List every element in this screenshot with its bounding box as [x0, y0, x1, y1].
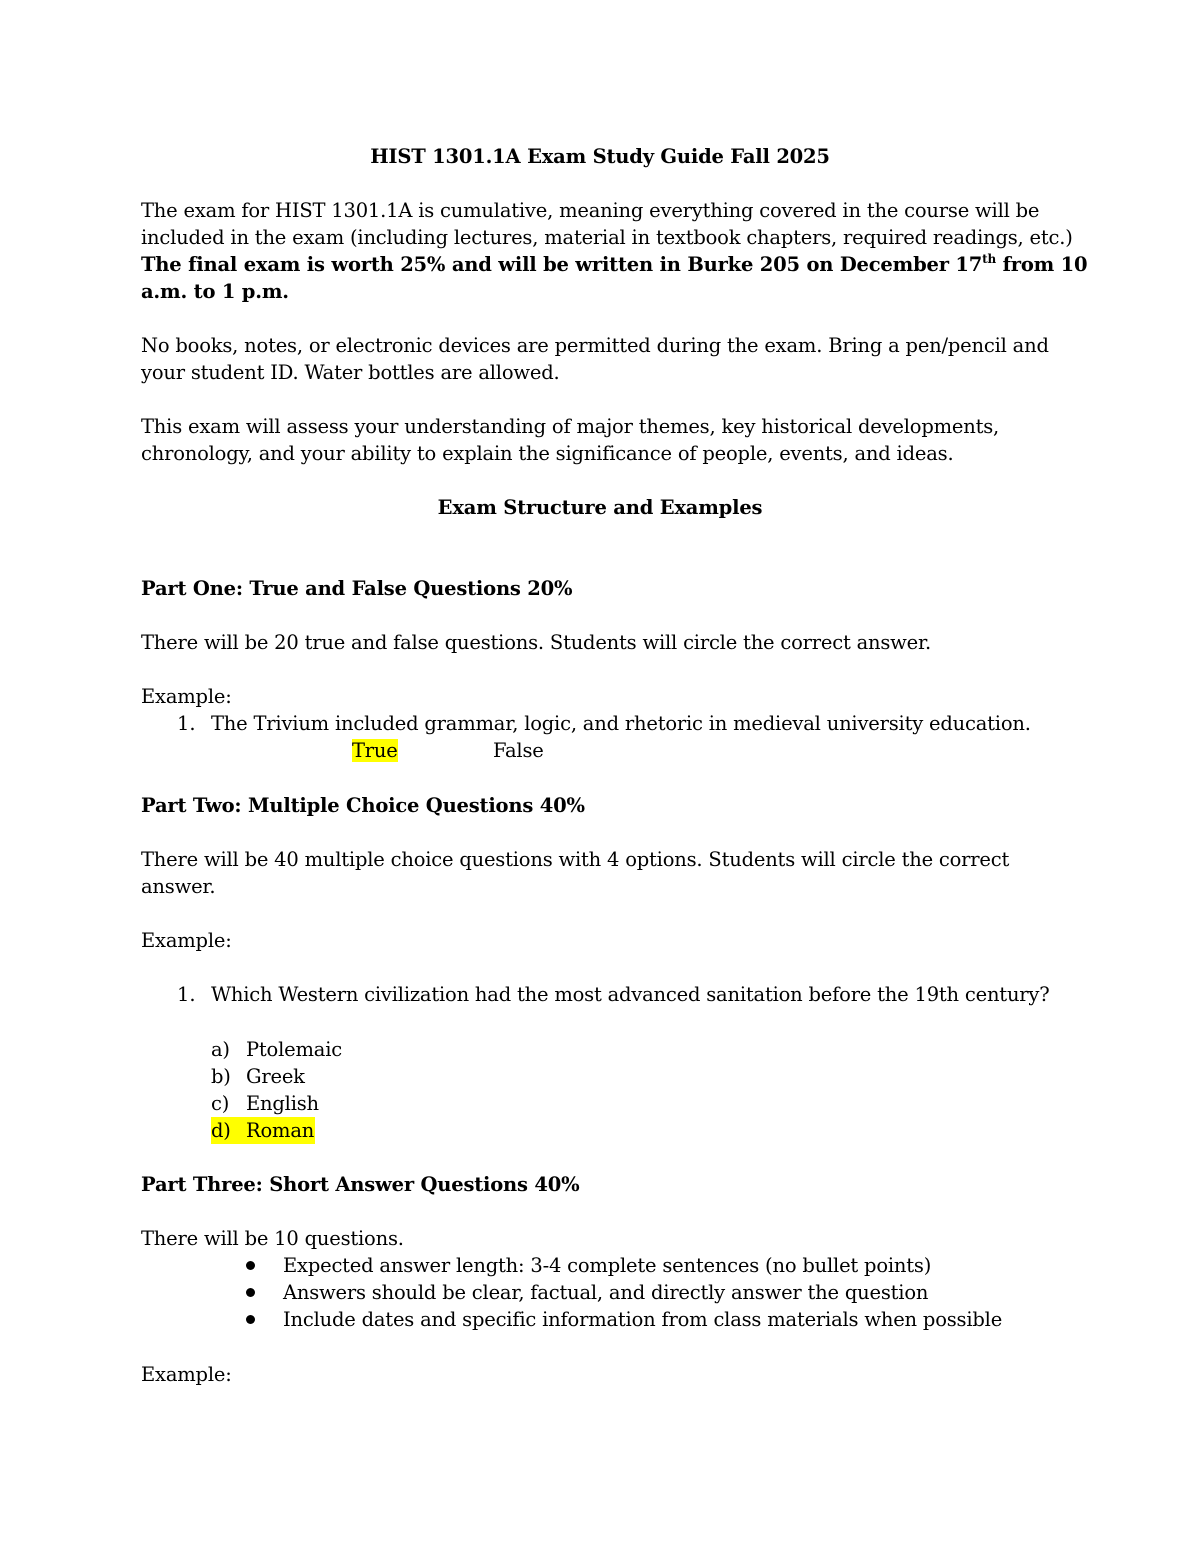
- part-two-example-label: Example:: [141, 929, 232, 952]
- bullet-icon: [246, 1315, 255, 1324]
- choice-letter: b): [211, 1065, 231, 1088]
- intro-line-1: The exam for HIST 1301.1A is cumulative, meaning everything covered in the course will be: [141, 199, 1040, 222]
- part-two-question: Which Western civilization had the most advanced sanitation before the 19th century?: [211, 983, 1050, 1006]
- exam-details-time: from 10: [996, 253, 1088, 276]
- option-false: False: [493, 739, 544, 762]
- choice-d-highlight: [211, 1117, 315, 1144]
- choice-b: [211, 1063, 305, 1090]
- choice-d: [211, 1117, 315, 1144]
- choice-text: Greek: [246, 1065, 305, 1088]
- choice-c: [211, 1090, 319, 1117]
- intro-line-2: included in the exam (including lectures, material in textbook chapters, required readings, etc.): [141, 226, 1073, 249]
- exam-details-text: The final exam is worth 25% and will be written in Burke 205 on December 17: [141, 253, 983, 276]
- choice-letter: c): [211, 1092, 230, 1115]
- choice-letter: a): [211, 1038, 230, 1061]
- part-two-description-line-2: answer.: [141, 875, 216, 898]
- bullet-item: Include dates and specific information from class materials when possible: [283, 1308, 1003, 1331]
- part-three-heading: Part Three: Short Answer Questions 40%: [141, 1173, 580, 1196]
- part-three-description: There will be 10 questions.: [141, 1227, 404, 1250]
- choice-text: Ptolemaic: [246, 1038, 342, 1061]
- part-one-question-number: 1.: [177, 712, 196, 735]
- part-two-heading: Part Two: Multiple Choice Questions 40%: [141, 794, 585, 817]
- part-three-example-label: Example:: [141, 1363, 232, 1386]
- choice-letter: d): [211, 1119, 231, 1142]
- document-title: HIST 1301.1A Exam Study Guide Fall 2025: [370, 145, 830, 168]
- part-two-question-number: 1.: [177, 983, 196, 1006]
- choice-a: [211, 1036, 342, 1063]
- option-true: [352, 737, 398, 764]
- assessment-line-2: chronology, and your ability to explain the significance of people, events, and ideas.: [141, 442, 954, 465]
- ordinal-suffix: th: [982, 251, 996, 266]
- exam-details-line-1: [141, 251, 1087, 278]
- part-one-question: The Trivium included grammar, logic, and rhetoric in medieval university education.: [211, 712, 1031, 735]
- choice-text: English: [246, 1092, 319, 1115]
- rules-line-1: No books, notes, or electronic devices are permitted during the exam. Bring a pen/pencil and: [141, 334, 1049, 357]
- part-one-example-label: Example:: [141, 685, 232, 708]
- part-one-description: There will be 20 true and false questions. Students will circle the correct answer.: [141, 631, 931, 654]
- assessment-line-1: This exam will assess your understanding of major themes, key historical developments,: [141, 415, 1000, 438]
- choice-text: Roman: [246, 1119, 315, 1142]
- part-two-description-line-1: There will be 40 multiple choice questions with 4 options. Students will circle the correct: [141, 848, 1010, 871]
- bullet-item: Answers should be clear, factual, and directly answer the question: [283, 1281, 929, 1304]
- bullet-icon: [246, 1261, 255, 1270]
- option-true-highlight: True: [352, 739, 398, 762]
- bullet-icon: [246, 1288, 255, 1297]
- rules-line-2: your student ID. Water bottles are allowed.: [141, 361, 560, 384]
- part-one-heading: Part One: True and False Questions 20%: [141, 577, 573, 600]
- bullet-item: Expected answer length: 3-4 complete sentences (no bullet points): [283, 1254, 932, 1277]
- exam-details-line-2: a.m. to 1 p.m.: [141, 280, 289, 303]
- structure-heading: Exam Structure and Examples: [437, 496, 763, 519]
